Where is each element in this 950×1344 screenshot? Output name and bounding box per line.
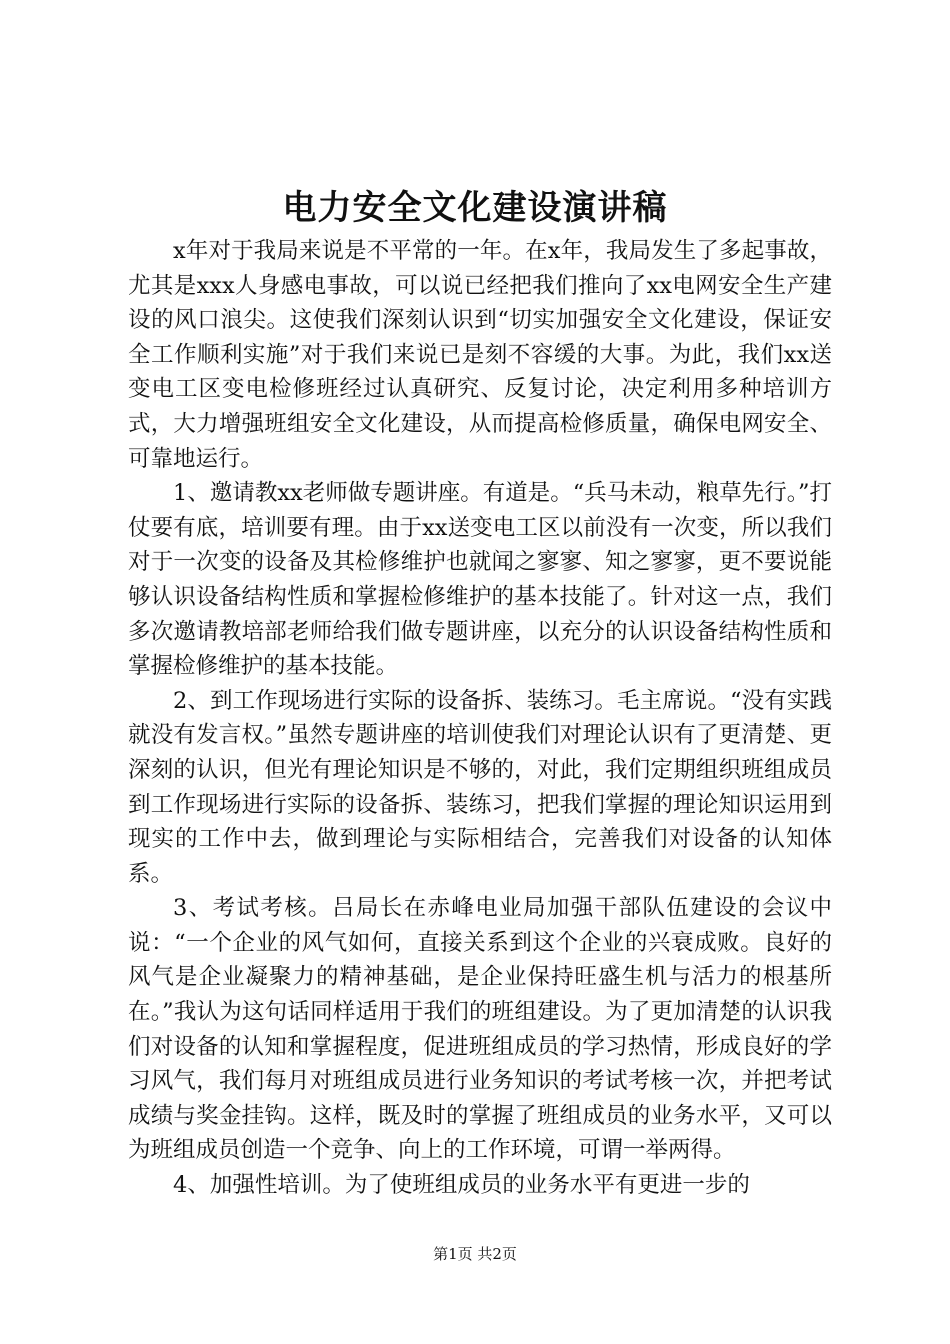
document-title: 电力安全文化建设演讲稿 <box>282 188 668 228</box>
paragraph-intro: x年对于我局来说是不平常的一年。在x年，我局发生了多起事故，尤其是xxx人身感电事故，可以说已经把我们推向了xx电网安全生产建设的风口浪尖。这使我们深刻认识到“切实加强安全文化建设，保证安全工作顺利实施”对于我们来说已是刻不容缓的大事。为此，我们xx送变电工区变电检修班经过认真研究、反复讨论，决定利用多种培训方式，大力增强班组安全文化建设，从而提高检修质量，确保电网安全、可靠地运行。 <box>128 238 832 472</box>
document-body <box>128 234 832 1203</box>
paragraph-item-4: 4、加强性培训。为了使班组成员的业务水平有更进一步的 <box>173 1172 750 1199</box>
paragraph-item-2: 2、到工作现场进行实际的设备拆、装练习。毛主席说。“没有实践就没有发言权。”虽然专题讲座的培训使我们对理论认识有了更清楚、更深刻的认识，但光有理论知识是不够的，对此，我们定期组织班组成员到工作现场进行实际的设备拆、装练习，把我们掌握的理论知识运用到现实的工作中去，做到理论与实际相结合，完善我们对设备的认知体系。 <box>128 687 832 887</box>
paragraph-item-1: 1、邀请教xx老师做专题讲座。有道是。“兵马未动，粮草先行。”打仗要有底，培训要有理。由于xx送变电工区以前没有一次变，所以我们对于一次变的设备及其检修维护也就闻之寥寥、知之寥寥，更不要说能够认识设备结构性质和掌握检修维护的基本技能了。针对这一点，我们多次邀请教培部老师给我们做专题讲座，以充分的认识设备结构性质和掌握检修维护的基本技能。 <box>128 480 832 680</box>
page-number-footer: 第1页 共2页 <box>433 1245 517 1263</box>
paragraph-item-3: 3、考试考核。吕局长在赤峰电业局加强干部队伍建设的会议中说：“一个企业的风气如何，直接关系到这个企业的兴衰成败。良好的风气是企业凝聚力的精神基础，是企业保持旺盛生机与活力的根基所在。”我认为这句话同样适用于我们的班组建设。为了更加清楚的认识我们对设备的认知和掌握程度，促进班组成员的学习热情，形成良好的学习风气，我们每月对班组成员进行业务知识的考试考核一次，并把考试成绩与奖金挂钩。这样，既及时的掌握了班组成员的业务水平，又可以为班组成员创造一个竞争、向上的工作环境，可谓一举两得。 <box>128 895 832 1164</box>
